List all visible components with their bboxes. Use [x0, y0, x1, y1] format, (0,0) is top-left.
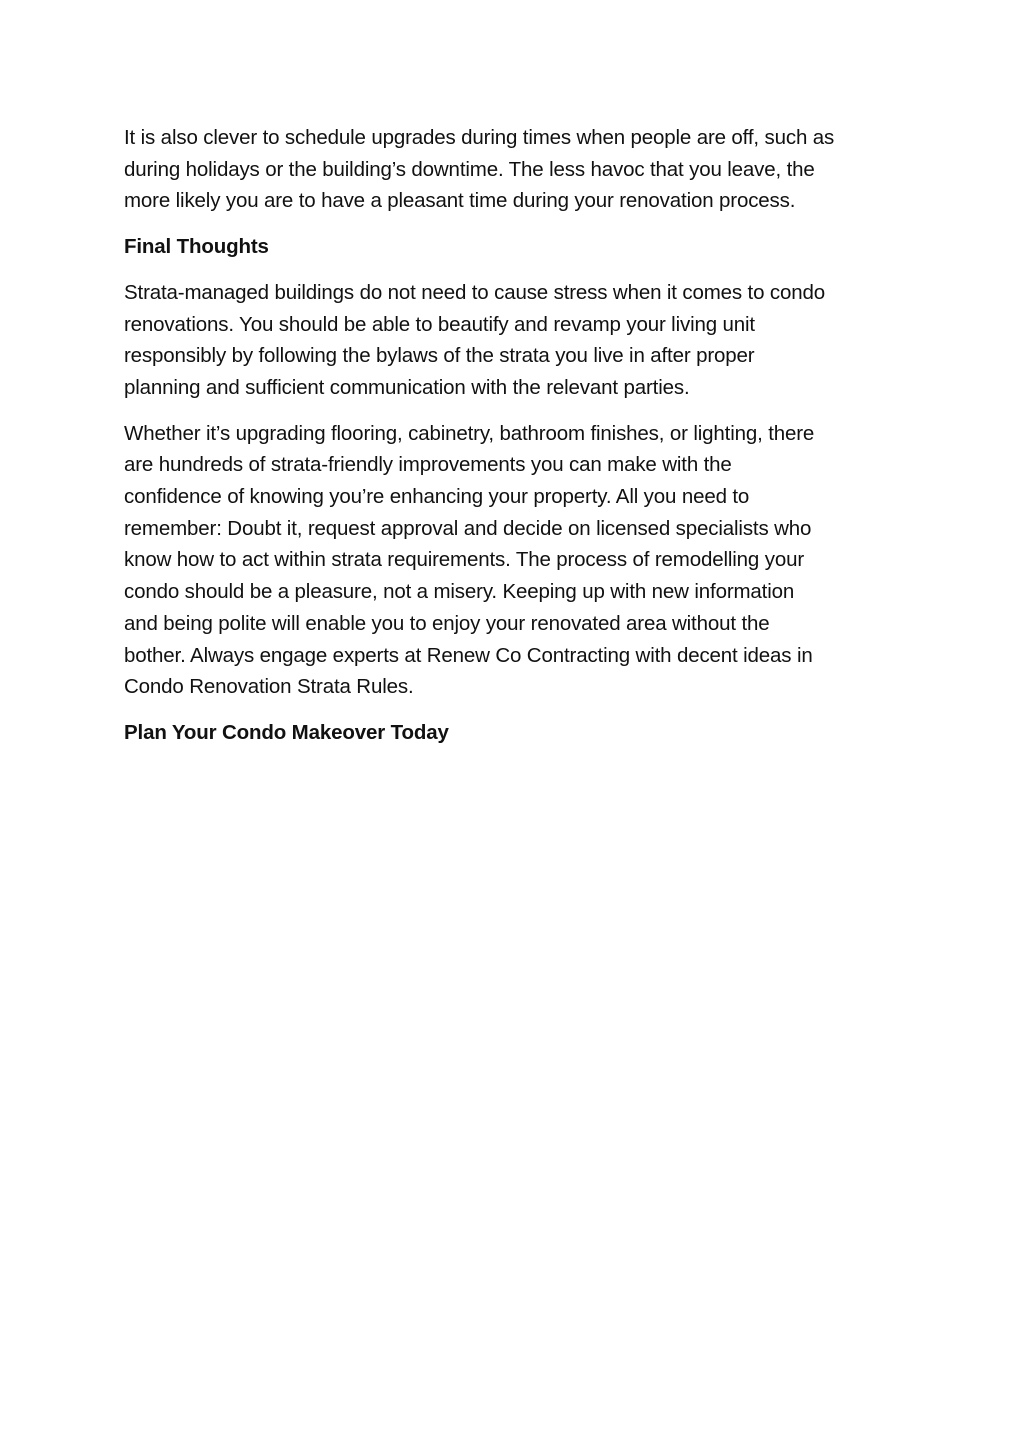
paragraph-improvements: [124, 418, 904, 703]
heading-final-thoughts: Final Thoughts: [124, 235, 269, 259]
text-line: during holidays or the building’s downtime. The less havoc that you leave, the: [124, 157, 815, 181]
text-line: more likely you are to have a pleasant time during your renovation process.: [124, 189, 796, 213]
text-line: renovations. You should be able to beautify and revamp your living unit: [124, 312, 755, 336]
paragraph-strata-buildings: [124, 277, 904, 404]
heading-plan-makeover: Plan Your Condo Makeover Today: [124, 720, 449, 744]
text-line: Condo Renovation Strata Rules.: [124, 675, 414, 699]
text-line: planning and sufficient communication with the relevant parties.: [124, 375, 690, 399]
paragraph-scheduling: [124, 122, 904, 217]
text-line: confidence of knowing you’re enhancing your property. All you need to: [124, 485, 750, 509]
text-line: remember: Doubt it, request approval and decide on licensed specialists who: [124, 516, 812, 540]
text-line: bother. Always engage experts at Renew Co Contracting with decent ideas in: [124, 643, 813, 667]
text-line: It is also clever to schedule upgrades during times when people are off, such as: [124, 126, 835, 149]
text-line: condo should be a pleasure, not a misery. Keeping up with new information: [124, 580, 795, 604]
text-line: are hundreds of strata-friendly improvements you can make with the: [124, 453, 732, 477]
text-line: Whether it’s upgrading flooring, cabinetry, bathroom finishes, or lighting, there: [124, 421, 815, 445]
document-page: [124, 122, 904, 763]
text-line: responsibly by following the bylaws of the strata you live in after proper: [124, 344, 755, 368]
text-line: know how to act within strata requirements. The process of remodelling your: [124, 548, 805, 572]
text-line: and being polite will enable you to enjoy your renovated area without the: [124, 611, 770, 635]
text-line: Strata-managed buildings do not need to cause stress when it comes to condo: [124, 280, 825, 304]
